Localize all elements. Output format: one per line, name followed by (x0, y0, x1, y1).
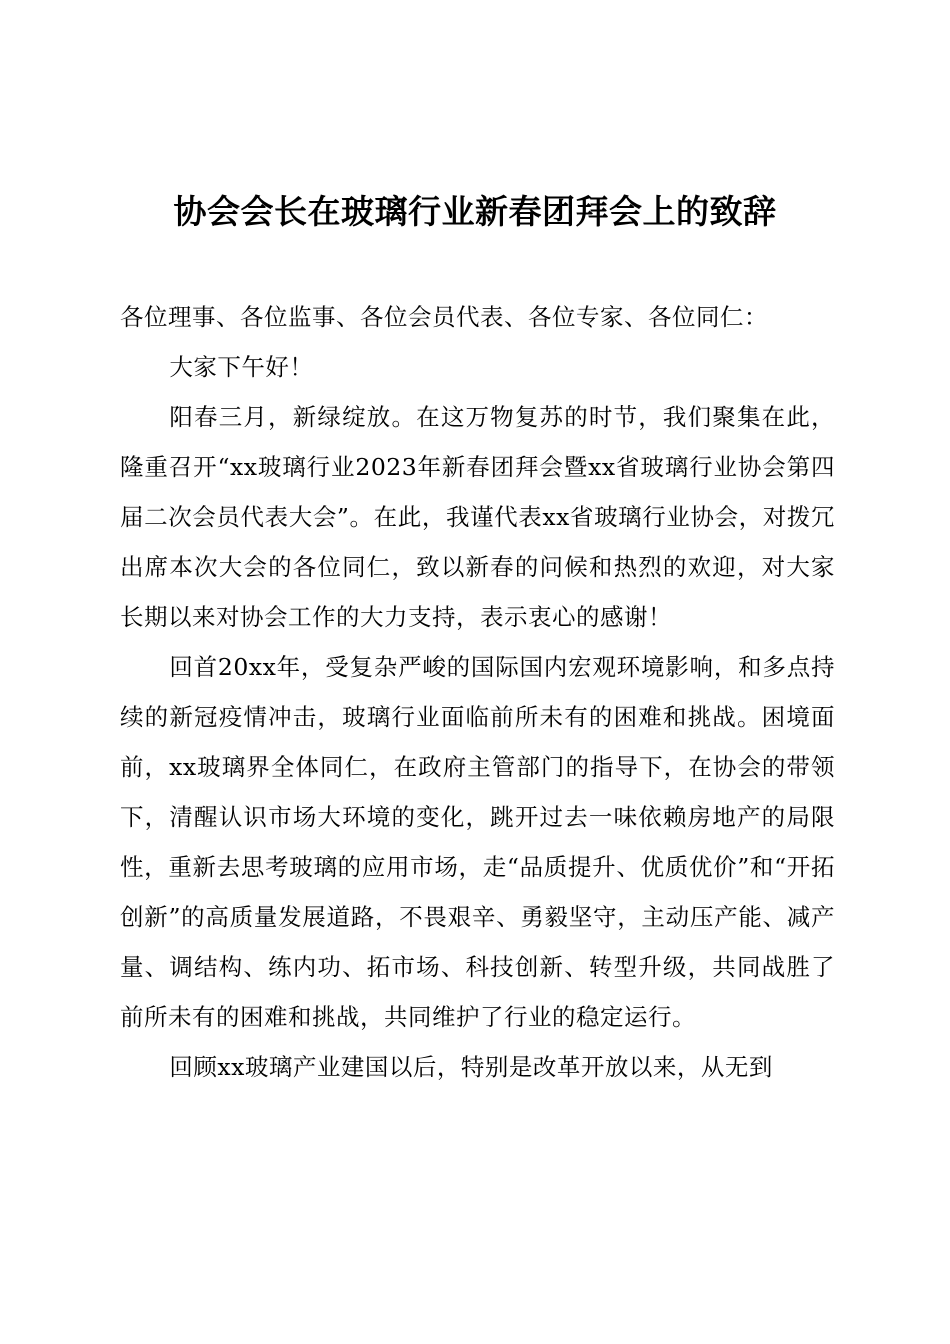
paragraph-review: 回首20xx年，受复杂严峻的国际国内宏观环境影响，和多点持续的新冠疫情冲击，玻璃行业面临前所未有的困难和挑战。困境面前，xx玻璃界全体同仁，在政府主管部门的指导下，在协会的带领下，清醒认识市场大环境的变化，跳开过去一味依赖房地产的局限性，重新去思考玻璃的应用市场，走“品质提升、优质优价”和“开拓创新”的高质量发展道路，不畏艰辛、勇毅坚守，主动压产能、减产量、调结构、练内功、拓市场、科技创新、转型升级，共同战胜了前所未有的困难和挑战，共同维护了行业的稳定运行。 (120, 653, 835, 1031)
document-title: 协会会长在玻璃行业新春团拜会上的致辞 (173, 192, 777, 231)
salutation: 各位理事、各位监事、各位会员代表、各位专家、各位同仁： (120, 303, 768, 331)
document-body (120, 292, 835, 1092)
paragraph-history: 回顾xx玻璃产业建国以后，特别是改革开放以来，从无到 (169, 1053, 773, 1081)
paragraph-opening: 阳春三月，新绿绽放。在这万物复苏的时节，我们聚集在此，隆重召开“xx玻璃行业2023年新春团拜会暨xx省玻璃行业协会第四届二次会员代表大会”。在此，我谨代表xx省玻璃行业协会，对拨冗出席本次大会的各位同仁，致以新春的问候和热烈的欢迎，对大家长期以来对协会工作的大力支持，表示衷心的感谢！ (120, 403, 835, 631)
paragraph-greeting: 大家下午好！ (169, 353, 314, 381)
